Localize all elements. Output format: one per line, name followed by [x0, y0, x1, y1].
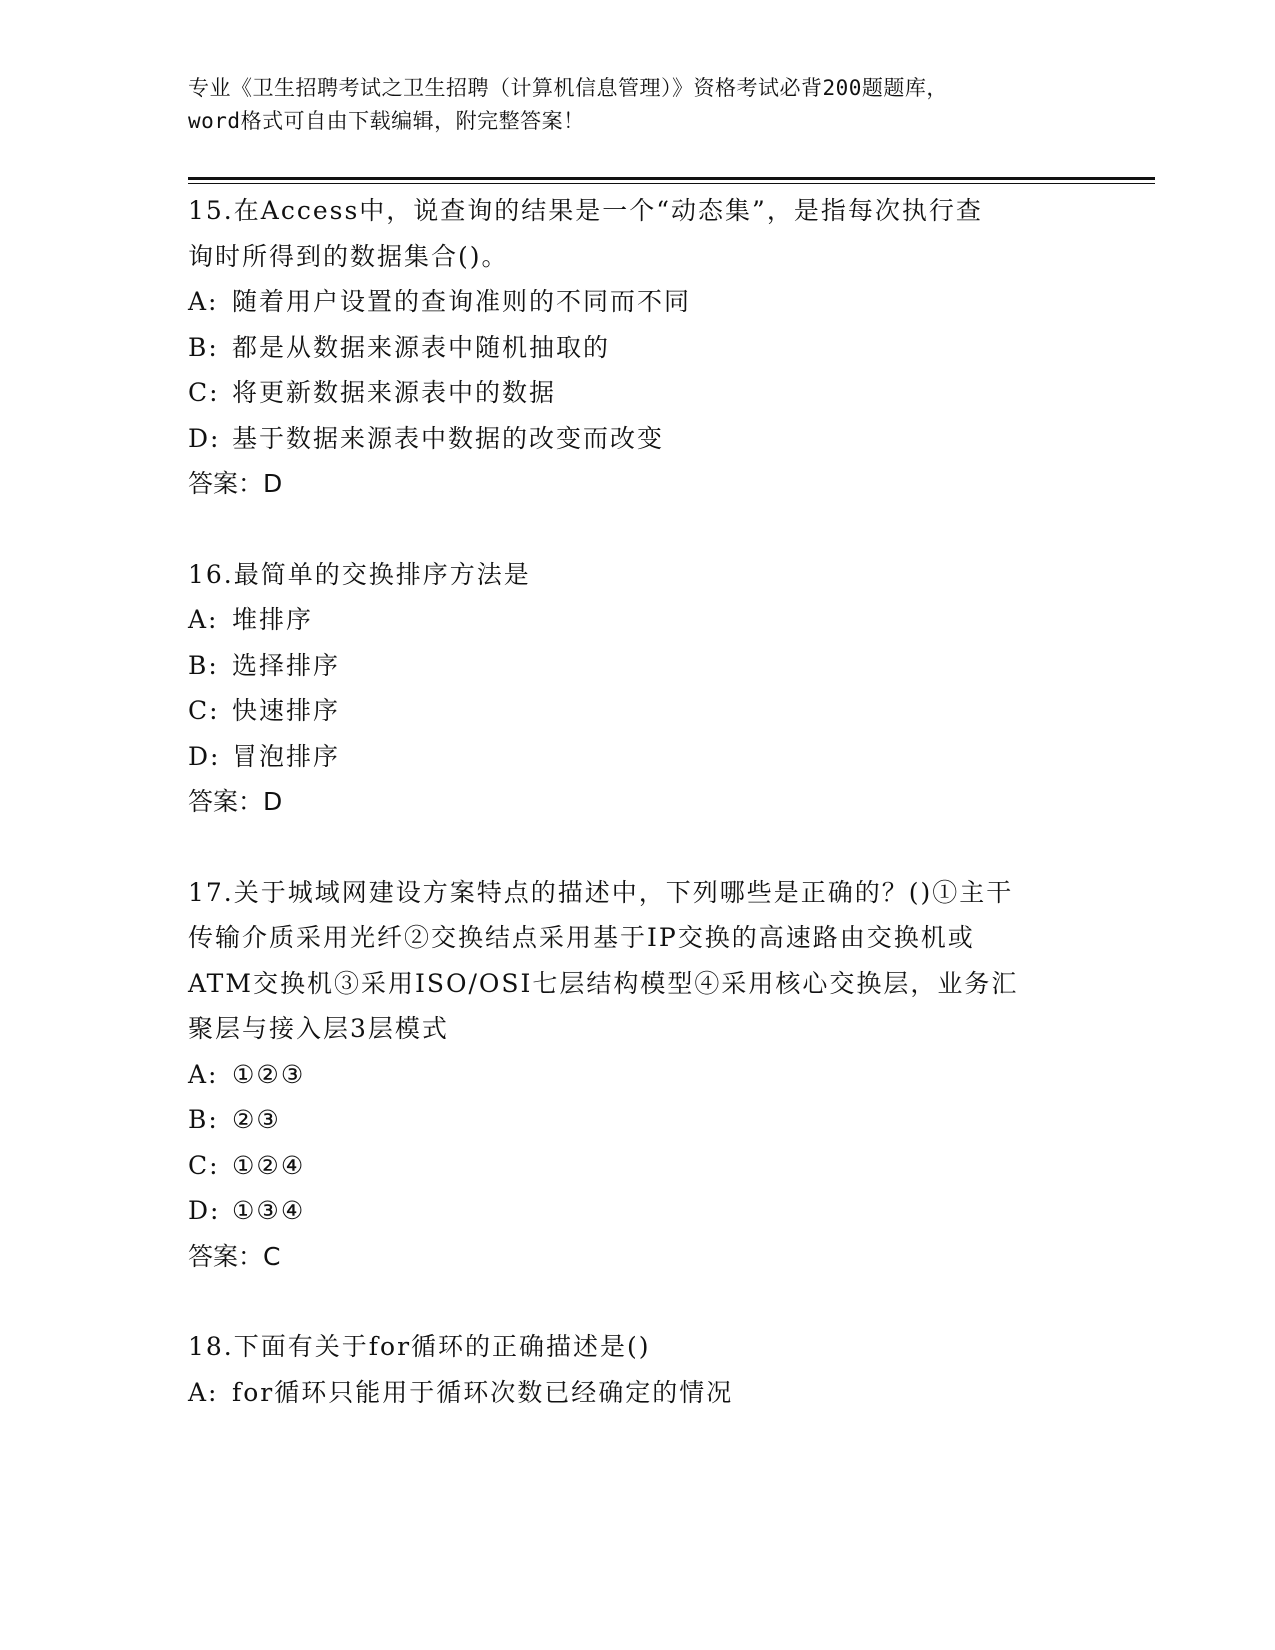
option-a	[188, 597, 1088, 643]
option-letter: A:	[188, 1059, 219, 1089]
option-letter: B:	[188, 1105, 219, 1134]
option-text: 随着用户设置的查询准则的不同而不同	[232, 287, 692, 316]
question-17	[188, 870, 1088, 1280]
option-text: 选择排序	[232, 650, 341, 680]
option-text: ①③④	[232, 1196, 306, 1225]
option-text: 将更新数据来源表中的数据	[232, 378, 557, 407]
question-stem-line: 询时所得到的数据集合()。	[188, 241, 509, 271]
option-text: ②③	[232, 1105, 281, 1134]
option-b	[188, 643, 1088, 689]
option-letter: D:	[188, 423, 221, 453]
question-15	[188, 188, 1088, 507]
answer-line: 答案：D	[188, 469, 283, 498]
option-b	[188, 1097, 1088, 1143]
option-c	[188, 688, 1088, 734]
answer-line: 答案：C	[188, 1241, 281, 1271]
option-letter: A:	[188, 1377, 219, 1407]
question-list	[188, 188, 1088, 1460]
option-d	[188, 1188, 1088, 1234]
question-stem-line: 18.下面有关于for循环的正确描述是()	[188, 1332, 651, 1361]
option-letter: A:	[188, 287, 219, 316]
option-c	[188, 1143, 1088, 1189]
option-c	[188, 370, 1088, 416]
option-text: 堆排序	[232, 605, 314, 634]
option-d	[188, 734, 1088, 780]
option-letter: D:	[188, 1196, 221, 1225]
option-text: for循环只能用于循环次数已经确定的情况	[232, 1377, 734, 1407]
option-letter: C:	[188, 1150, 220, 1180]
option-letter: C:	[188, 378, 220, 407]
option-a	[188, 1052, 1088, 1098]
question-stem-line: 17.关于城域网建设方案特点的描述中，下列哪些是正确的？()①主干	[188, 877, 1014, 907]
option-a	[188, 279, 1088, 325]
document-header	[188, 72, 1088, 138]
option-letter: A:	[188, 605, 219, 634]
question-stem-line: ATM交换机③采用ISO/OSI七层结构模型④采用核心交换层，业务汇	[188, 968, 1019, 998]
option-text: 基于数据来源表中数据的改变而改变	[232, 423, 665, 453]
option-text: ①②③	[232, 1059, 306, 1089]
question-stem-line: 15.在Access中，说查询的结果是一个“动态集”，是指每次执行查	[188, 196, 983, 225]
answer-line: 答案：D	[188, 787, 283, 816]
option-letter: B:	[188, 650, 219, 680]
question-18	[188, 1324, 1088, 1415]
option-d	[188, 416, 1088, 462]
option-b	[188, 325, 1088, 371]
question-stem-line: 聚层与接入层3层模式	[188, 1014, 449, 1043]
option-letter: D:	[188, 741, 221, 771]
question-16	[188, 552, 1088, 825]
option-letter: C:	[188, 696, 220, 725]
question-stem-line: 传输介质采用光纤②交换结点采用基于IP交换的高速路由交换机或	[188, 923, 975, 952]
option-text: 快速排序	[232, 696, 341, 725]
header-line-1: 专业《卫生招聘考试之卫生招聘（计算机信息管理）》资格考试必背200题题库，	[188, 76, 948, 100]
question-stem-line: 16.最简单的交换排序方法是	[188, 559, 531, 589]
option-text: 都是从数据来源表中随机抽取的	[232, 332, 611, 362]
option-text: 冒泡排序	[232, 741, 341, 771]
header-divider-thin	[188, 183, 1155, 184]
header-line-2: word格式可自由下载编辑，附完整答案！	[188, 109, 585, 133]
option-text: ①②④	[232, 1150, 306, 1180]
header-divider-thick	[188, 177, 1155, 180]
option-letter: B:	[188, 332, 219, 362]
option-a	[188, 1370, 1088, 1416]
